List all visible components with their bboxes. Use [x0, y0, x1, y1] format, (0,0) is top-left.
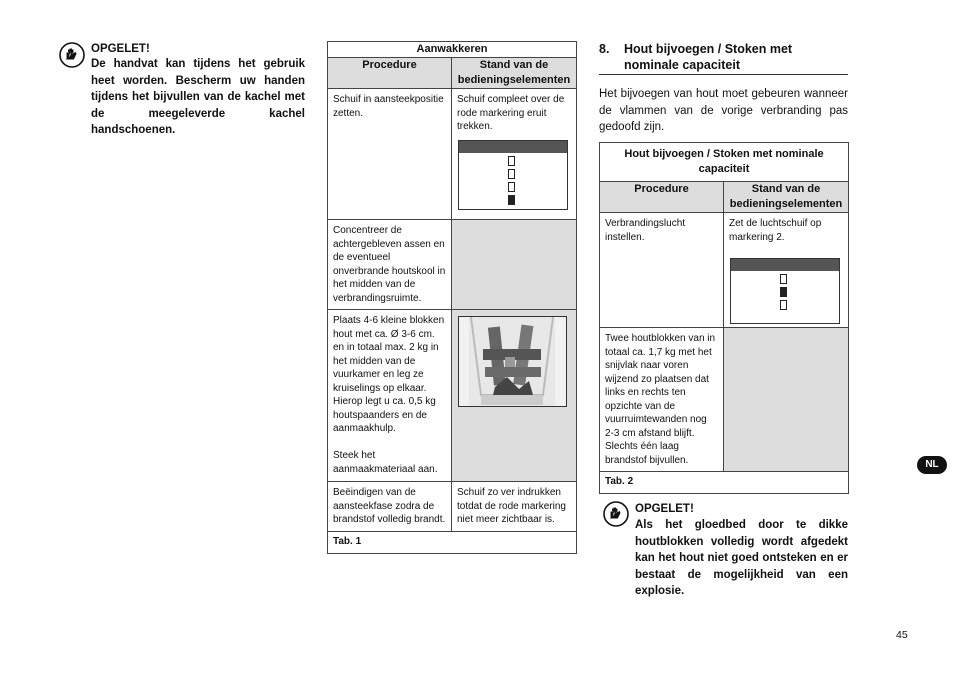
table-row	[328, 89, 577, 220]
table-row	[328, 482, 577, 532]
table-label: Tab. 1	[333, 535, 362, 547]
warning-text: Als het gloedbed door te dikke houtblokken volledig wordt afgedekt kan het hout niet goed ontsteken en er bestaat de mogelijkheid van een explosie.	[635, 519, 848, 597]
hand-warning-icon	[603, 501, 629, 532]
procedure-cell: Verbrandingslucht instellen.	[605, 218, 686, 243]
warning-title: OPGELET!	[91, 43, 150, 55]
procedure-cell: Concentreer de achtergebleven assen en de eventueel onverbrande houtskool in het midden van de verbrandingsruimte.	[333, 225, 446, 304]
hand-warning-icon	[59, 42, 85, 73]
column-header-procedure: Procedure	[328, 58, 452, 89]
table-row	[600, 213, 849, 328]
procedure-cell: Twee houtblokken van in totaal ca. 1,7 kg met het snijvlak naar voren wijzend zo plaatsen dat links en rechts ten opzichte van de vuurruimtewanden nog 2-3 cm afstand blijft. Slechts één laag brandstof bijvullen.	[605, 333, 716, 466]
table-title: Hout bijvoegen / Stoken met nominale capaciteit	[600, 143, 849, 182]
column-header-procedure: Procedure	[600, 182, 724, 213]
section-divider	[599, 74, 848, 75]
language-badge: NL	[917, 456, 947, 474]
table-aanwakkeren	[327, 41, 577, 554]
stand-cell: Schuif compleet over de rode markering eruit trekken.	[457, 94, 565, 132]
table-hout-bijvoegen	[599, 142, 849, 494]
stand-cell: Zet de luchtschuif op markering 2.	[729, 218, 822, 243]
table-label: Tab. 2	[605, 476, 634, 487]
table-row	[328, 310, 577, 482]
procedure-cell: Beëindigen van de aansteekfase zodra de brandstof volledig brandt.	[333, 487, 446, 525]
section-title: Hout bijvoegen / Stoken met nominale capaciteit	[624, 42, 793, 72]
column-header-stand: Stand van de bedieningselementen	[724, 182, 849, 213]
warning-text: De handvat kan tijdens het gebruik heet worden. Bescherm uw handen tijdens het bijvullen van de kachel met de meegeleverde kachel handschoenen.	[91, 58, 305, 136]
section-number: 8.	[599, 42, 610, 56]
warning-title: OPGELET!	[635, 503, 694, 515]
section-intro: Het bijvoegen van hout moet gebeuren wanneer de vlammen van de vorige verbranding pas gedoofd zijn.	[599, 88, 848, 133]
procedure-cell: Plaats 4-6 kleine blokken hout met ca. Ø 3-6 cm. en in totaal max. 2 kg in het midden van de vuurkamer en leg ze kruiselings op elkaar. Hierop legt u ca. 0,5 kg houtspaanders en de aanmaakhulp. Steek het aanmaakmateriaal aan.	[333, 315, 445, 475]
page-number: 45	[896, 629, 908, 641]
column-header-stand: Stand van de bedieningselementen	[452, 58, 577, 89]
table-row	[328, 220, 577, 310]
table-title: Aanwakkeren	[328, 42, 577, 58]
air-slider-diagram	[458, 140, 568, 210]
table-row	[600, 328, 849, 472]
stand-cell: Schuif zo ver indrukken totdat de rode markering niet meer zichtbaar is.	[457, 487, 566, 525]
stand-cell	[724, 328, 848, 336]
procedure-cell: Schuif in aansteekpositie zetten.	[333, 94, 444, 119]
air-slider-diagram	[730, 258, 840, 324]
stand-cell	[452, 220, 576, 228]
wood-stack-illustration	[458, 316, 567, 407]
